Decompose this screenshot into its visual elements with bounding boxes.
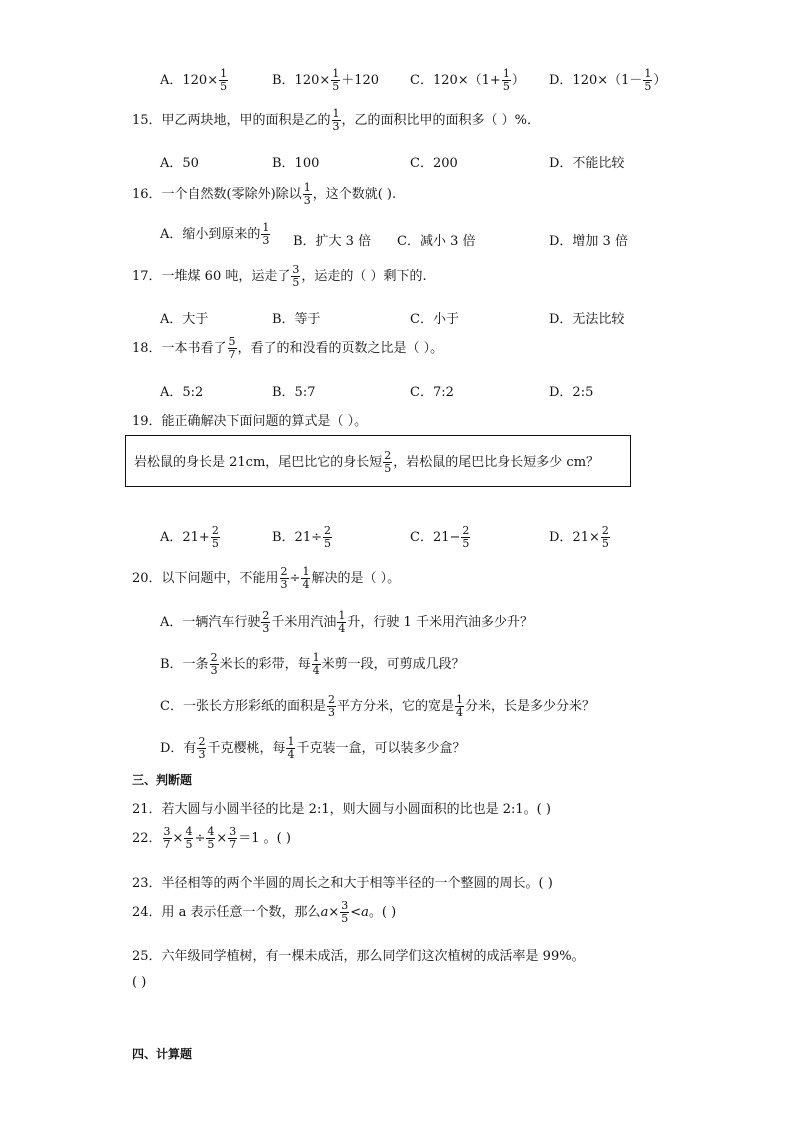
option-label: D．21× xyxy=(549,530,600,545)
question-number: 22． xyxy=(132,831,162,846)
question-text-tail: ，这个数就( ). xyxy=(312,187,397,202)
operator: × xyxy=(328,905,340,920)
option-suffix: ） xyxy=(653,73,667,88)
q18-option-c[interactable]: C．7:2 xyxy=(410,385,454,400)
question-text: 17．一堆煤 60 吨，运走了 xyxy=(132,269,291,284)
question-18 xyxy=(132,336,443,361)
fraction: $\frac{1}{4}$ xyxy=(338,609,346,635)
option-suffix: ） xyxy=(511,73,525,88)
q18-option-b[interactable]: B．5:7 xyxy=(272,385,316,400)
question-20 xyxy=(132,566,400,591)
option-text: A．一辆汽车行驶 xyxy=(160,615,261,630)
fraction: $\frac{2}{3}$ xyxy=(198,735,206,761)
fraction: $\frac{4}{5}$ xyxy=(185,825,193,851)
question-text: 15．甲乙两块地，甲的面积是乙的 xyxy=(132,113,331,128)
question-17 xyxy=(132,264,427,289)
q15-option-c[interactable]: C．200 xyxy=(410,156,458,171)
question-21: 21．若大圆与小圆半径的比是 2:1，则大圆与小圆面积的比也是 2:1。( ) xyxy=(132,802,551,817)
q16-option-c[interactable]: C．减小 3 倍 xyxy=(397,234,476,249)
option-suffix: ＋120 xyxy=(341,73,380,88)
option-text: 米剪一段，可剪成几段？ xyxy=(321,657,465,672)
fraction: $\frac{1}{5}$ xyxy=(332,67,340,93)
fraction: $\frac{1}{4}$ xyxy=(455,693,463,719)
fraction: $\frac{2}{3}$ xyxy=(262,609,270,635)
option-label: B．21÷ xyxy=(272,530,322,545)
option-label: A．缩小到原来的 xyxy=(160,227,261,242)
fraction: $\frac{3}{7}$ xyxy=(229,825,237,851)
variable-a: a xyxy=(320,905,329,920)
operator: × xyxy=(172,831,184,846)
fraction: $\frac{3}{7}$ xyxy=(163,825,171,851)
question-text: 16．一个自然数(零除外)除以 xyxy=(132,187,302,202)
option-text: 千克樱桃，每 xyxy=(207,741,286,756)
section-heading-4: 四、计算题 xyxy=(132,1047,193,1061)
q14-option-d[interactable] xyxy=(549,68,666,93)
q20-option-c[interactable] xyxy=(160,694,595,719)
question-text: 20．以下问题中，不能用 xyxy=(132,571,279,586)
q19-option-c[interactable] xyxy=(410,525,471,550)
fraction: $\frac{2}{5}$ xyxy=(462,524,470,550)
option-text: 升，行驶 1 千米用汽油多少升？ xyxy=(347,615,533,630)
question-text-tail: ＝1 。( ) xyxy=(238,831,291,846)
q19-option-b[interactable] xyxy=(272,525,333,550)
fraction: $\frac{1}{4}$ xyxy=(302,565,310,591)
q14-option-c[interactable] xyxy=(410,68,525,93)
q15-option-d[interactable]: D．不能比较 xyxy=(549,156,625,171)
q14-option-a[interactable] xyxy=(160,68,229,93)
q15-option-a[interactable]: A．50 xyxy=(160,156,199,171)
option-text: C．一张长方形彩纸的面积是 xyxy=(160,699,326,714)
q18-option-a[interactable]: A．5:2 xyxy=(160,385,204,400)
problem-box xyxy=(125,435,631,487)
fraction: $\frac{1}{3}$ xyxy=(332,107,340,133)
option-label: A．120× xyxy=(160,73,219,88)
question-text: 24．用 a 表示任意一个数，那么 xyxy=(132,905,321,920)
option-text: B．一条 xyxy=(160,657,209,672)
fraction: $\frac{2}{3}$ xyxy=(327,693,335,719)
q20-option-b[interactable] xyxy=(160,652,465,677)
option-label: D．120×（1－ xyxy=(549,73,643,88)
option-text: D．有 xyxy=(160,741,197,756)
answer-blank[interactable]: ( ) xyxy=(132,975,147,990)
option-text: 平方分米，它的宽是 xyxy=(336,699,454,714)
q17-option-b[interactable]: B．等于 xyxy=(272,312,321,327)
question-22 xyxy=(132,826,291,851)
q20-option-a[interactable] xyxy=(160,610,533,635)
q16-option-a[interactable] xyxy=(160,222,271,247)
option-text: 千米用汽油 xyxy=(271,615,337,630)
operator: ÷ xyxy=(289,571,301,586)
question-24 xyxy=(132,900,396,925)
fraction: $\frac{1}{3}$ xyxy=(262,221,270,247)
q20-option-d[interactable] xyxy=(160,736,465,761)
fraction: $\frac{1}{5}$ xyxy=(644,67,652,93)
variable-a: a xyxy=(361,905,369,920)
fraction: $\frac{2}{5}$ xyxy=(324,524,331,550)
option-text: 分米，长是多少分米？ xyxy=(464,699,595,714)
question-text: 18．一本书看了 xyxy=(132,341,227,356)
q17-option-c[interactable]: C．小于 xyxy=(410,312,459,327)
question-text-tail: ，看了的和没看的页数之比是（ ）。 xyxy=(237,341,444,356)
fraction: $\frac{4}{5}$ xyxy=(207,825,215,851)
question-19: 19．能正确解决下面问题的算式是（ ）。 xyxy=(132,414,368,429)
fraction: $\frac{2}{3}$ xyxy=(210,651,218,677)
fraction: $\frac{5}{7}$ xyxy=(228,335,236,361)
q16-option-d[interactable]: D．增加 3 倍 xyxy=(549,234,628,249)
q14-option-b[interactable] xyxy=(272,68,379,93)
question-text-tail: 解决的是（ ）。 xyxy=(311,571,401,586)
fraction: $\frac{1}{5}$ xyxy=(220,67,228,93)
q16-option-b[interactable]: B．扩大 3 倍 xyxy=(293,234,372,249)
question-text-tail: ，运走的（ ）剩下的. xyxy=(301,269,427,284)
relation: < xyxy=(350,905,362,920)
problem-text: 岩松鼠的身长是 21cm，尾巴比它的身长短 $\frac{2}{5}$ ，岩松鼠的尾巴比身长短多少 cm？ xyxy=(134,449,600,475)
fraction: $\frac{1}{4}$ xyxy=(287,735,295,761)
option-label: B．120× xyxy=(272,73,331,88)
option-label: A．21+ xyxy=(160,530,210,545)
question-23: 23．半径相等的两个半圆的周长之和大于相等半径的一个整圆的周长。( ) xyxy=(132,876,553,891)
fraction: $\frac{2}{5}$ xyxy=(601,524,609,550)
q17-option-d[interactable]: D．无法比较 xyxy=(549,312,625,327)
question-text-tail: 。( ) xyxy=(368,905,397,920)
question-15 xyxy=(132,108,540,133)
option-label: C．21− xyxy=(410,530,461,545)
fraction: $\frac{1}{5}$ xyxy=(502,67,510,93)
fraction: $\frac{2}{5}$ xyxy=(211,524,219,550)
q18-option-d[interactable]: D．2:5 xyxy=(549,385,594,400)
q19-option-a[interactable] xyxy=(160,525,221,550)
q15-option-b[interactable]: B．100 xyxy=(272,156,320,171)
fraction: $\frac{3}{5}$ xyxy=(292,263,300,289)
fraction: $\frac{1}{3}$ xyxy=(303,181,311,207)
fraction: $\frac{3}{5}$ xyxy=(341,899,349,925)
fraction: $\frac{1}{4}$ xyxy=(312,651,320,677)
q17-option-a[interactable]: A．大于 xyxy=(160,312,209,327)
operator: ÷ xyxy=(194,831,206,846)
question-25: 25．六年级同学植树，有一棵未成活，那么同学们这次植树的成活率是 99%。 xyxy=(132,949,585,964)
fraction: $\frac{2}{5}$ xyxy=(384,449,392,475)
question-16 xyxy=(132,182,396,207)
option-text: 米长的彩带，每 xyxy=(219,657,311,672)
fraction: $\frac{2}{3}$ xyxy=(280,565,288,591)
option-text: 千克装一盒，可以装多少盒？ xyxy=(296,741,466,756)
section-heading-3: 三、判断题 xyxy=(132,773,193,787)
option-label: C．120×（1+ xyxy=(410,73,501,88)
question-text-tail: ，乙的面积比甲的面积多（ ）%． xyxy=(341,113,541,128)
operator: × xyxy=(216,831,228,846)
q19-option-d[interactable] xyxy=(549,525,611,550)
